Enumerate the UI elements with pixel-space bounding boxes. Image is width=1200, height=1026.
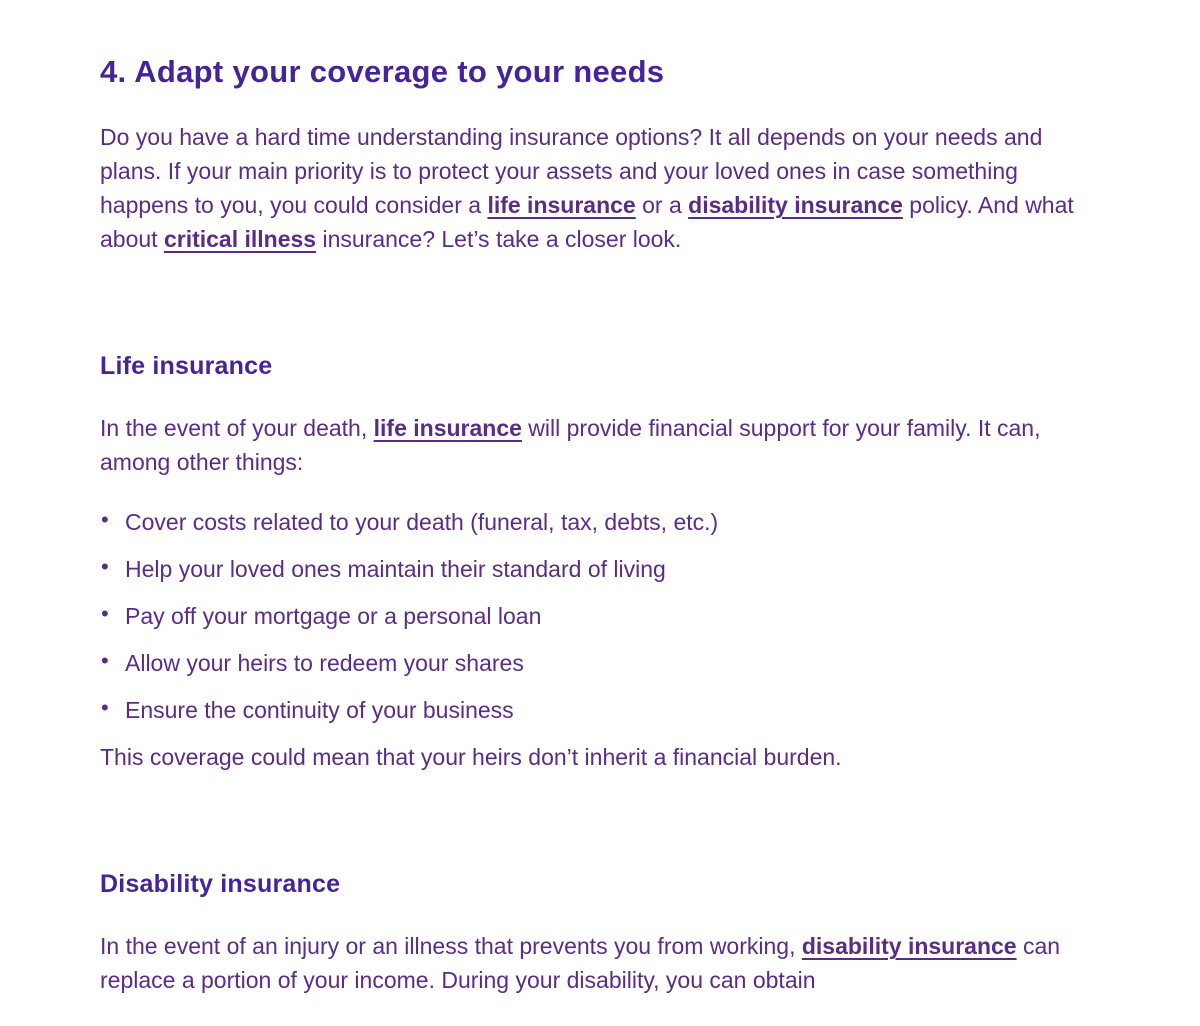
list-item: • Pay off your mortgage or a personal loan — [100, 599, 1090, 633]
link-disability-insurance[interactable]: disability insurance — [801, 933, 1017, 959]
life-insurance-intro-paragraph — [100, 411, 1090, 479]
page-title: 4. Adapt your coverage to your needs — [100, 54, 665, 89]
text-segment: Do you have a hard time understanding insurance options? It all depends on your needs and plans. If your main priority is to protect your assets and your loved ones in case something happens to you, you could consider a — [100, 124, 1043, 218]
section-heading-disability-insurance: Disability insurance — [100, 870, 341, 898]
life-insurance-benefits-list — [100, 505, 1090, 727]
link-critical-illness[interactable]: critical illness — [163, 226, 317, 252]
list-item: • Cover costs related to your death (funeral, tax, debts, etc.) — [100, 505, 1090, 539]
list-item: • Allow your heirs to redeem your shares — [100, 646, 1090, 680]
section-heading-life-insurance: Life insurance — [100, 352, 273, 380]
text-segment: insurance? Let’s take a closer look. — [316, 226, 682, 252]
text-segment: or a — [635, 192, 689, 218]
disability-insurance-intro-paragraph — [100, 929, 1090, 997]
list-item: • Help your loved ones maintain their standard of living — [100, 552, 1090, 586]
section-disability-insurance — [100, 870, 1100, 997]
life-insurance-outro-paragraph: This coverage could mean that your heirs don’t inherit a financial burden. — [100, 744, 842, 770]
text-segment: will provide financial support for your family. It can, among other things: — [100, 415, 1041, 475]
section-life-insurance — [100, 352, 1100, 774]
text-segment: policy. And what about — [100, 192, 1074, 252]
link-life-insurance[interactable]: life insurance — [487, 192, 636, 218]
text-segment: In the event of your death, — [100, 415, 374, 441]
link-life-insurance[interactable]: life insurance — [373, 415, 522, 441]
list-item: • Ensure the continuity of your business — [100, 693, 1090, 727]
text-segment: In the event of an injury or an illness that prevents you from working, — [100, 933, 802, 959]
link-disability-insurance[interactable]: disability insurance — [688, 192, 903, 218]
intro-paragraph — [100, 120, 1090, 256]
text-segment: can replace a portion of your income. During your disability, you can obtain — [100, 933, 1061, 993]
